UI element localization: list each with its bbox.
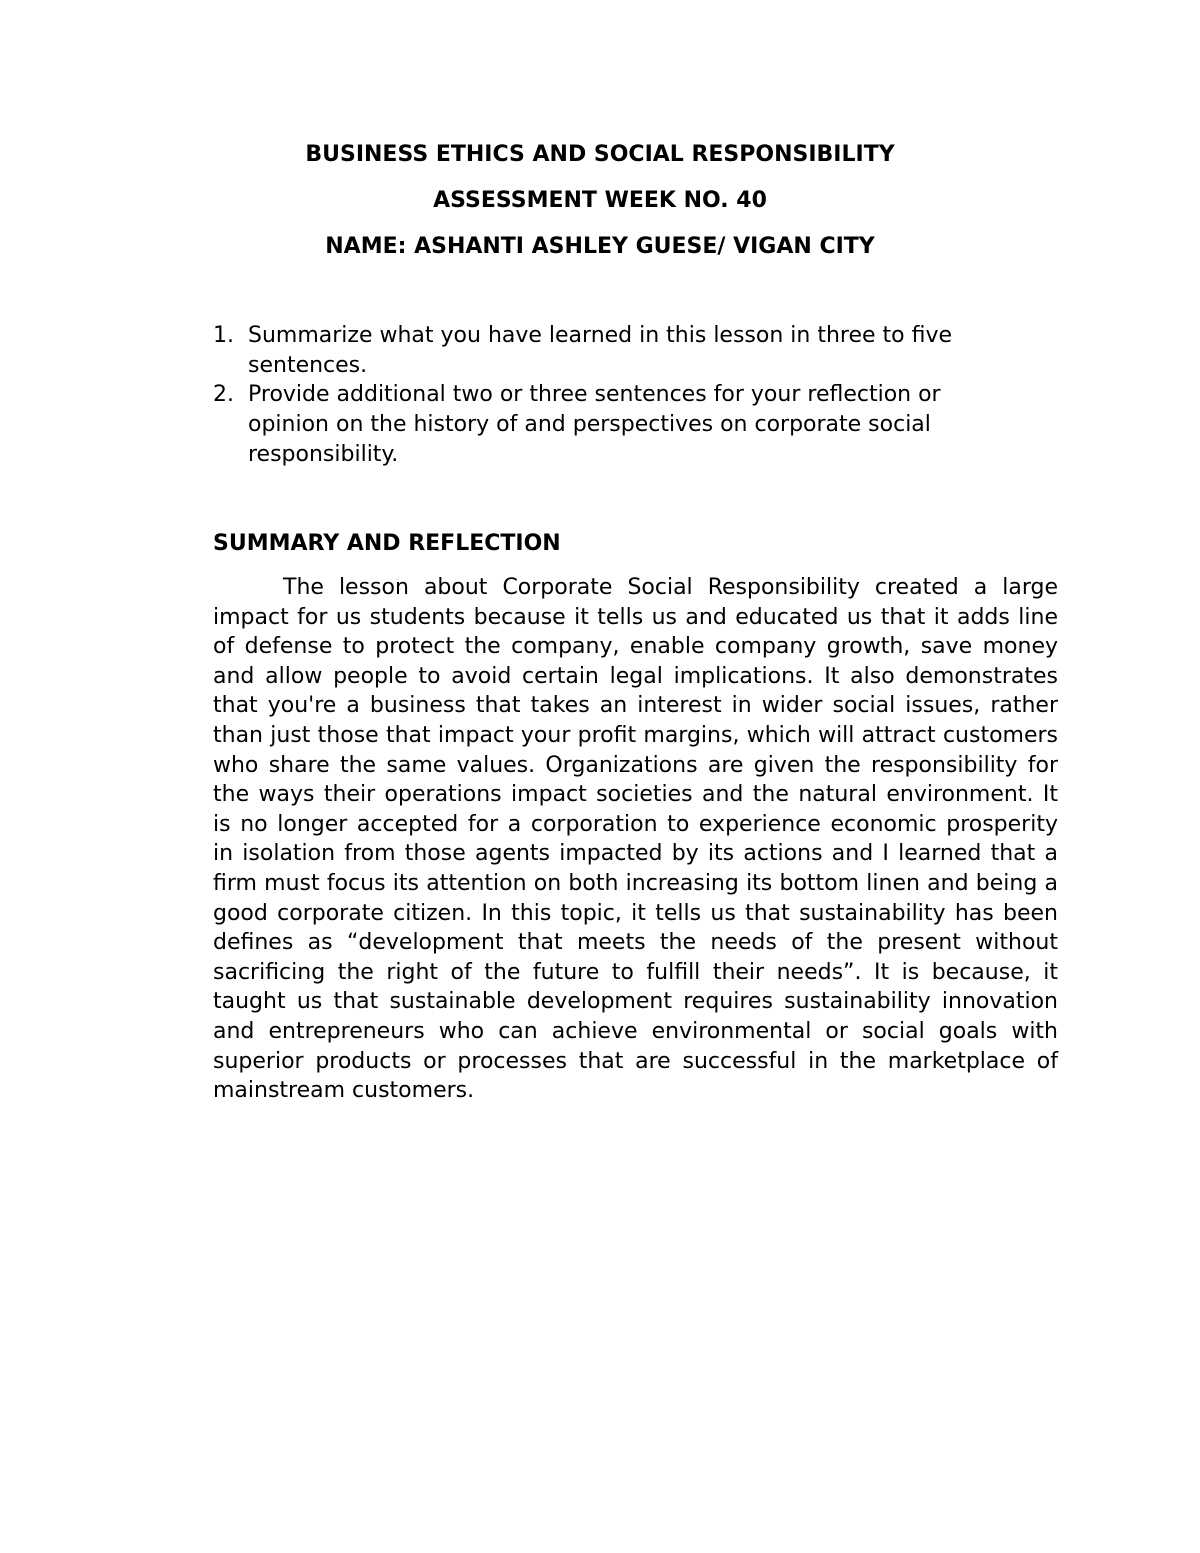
question-text: Summarize what you have learned in this lesson in three to five sentences. — [248, 323, 953, 378]
assessment-title: ASSESSMENT WEEK NO. 40 — [433, 188, 767, 213]
question-item — [213, 380, 1013, 469]
question-number: 1. — [213, 323, 234, 348]
question-item — [213, 321, 1013, 380]
question-list — [213, 321, 1013, 470]
question-number: 2. — [213, 382, 234, 408]
course-title: BUSINESS ETHICS AND SOCIAL RESPONSIBILITY — [305, 142, 895, 167]
summary-paragraph: The lesson about Corporate Social Responsibility created a large impact for us students because it tells us and educated us that it adds line of defense to protect the company, enable company growth, save money and allow people to avoid certain legal implications. It also demonstrates that you're a business that takes an interest in wider social issues, rather than just those that impact your profit margins, which will attract customers who share the same values. Organizations are given the responsibility for the ways their operations impact societies and the natural environment. It is no longer accepted for a corporation to experience economic prosperity in isolation from those agents impacted by its actions and I learned that a firm must focus its attention on both increasing its bottom linen and being a good corporate citizen. In this topic, it tells us that sustainability has been defines as “development that meets the needs of the present without sacrificing the right of the future to fulfill their needs”. It is because, it taught us that sustainable development requires sustainability innovation and entrepreneurs who can achieve environmental or social goals with superior products or processes that are successful in the marketplace of mainstream customers. — [213, 575, 1058, 1104]
summary-heading: SUMMARY AND REFLECTION — [213, 531, 561, 556]
question-text: Provide additional two or three sentences for your reflection or opinion on the history of and perspectives on corporate social responsibility. — [248, 382, 941, 467]
student-name: NAME: ASHANTI ASHLEY GUESE/ VIGAN CITY — [325, 234, 875, 259]
